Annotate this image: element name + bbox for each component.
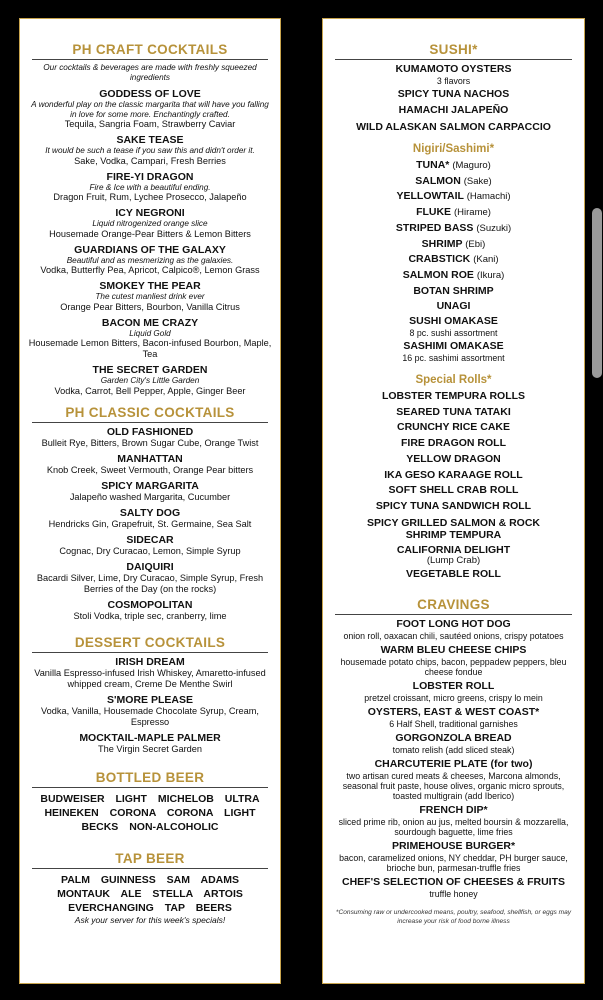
- menu-item: [28, 507, 272, 530]
- menu-item: [28, 732, 272, 755]
- left-menu-panel: [19, 18, 281, 984]
- tap-beer-row: EVERCHANGING TAP BEERS: [68, 901, 232, 914]
- menu-item-japanese-name: (Hirame): [453, 207, 491, 219]
- menu-item: [331, 840, 576, 873]
- classic-cocktails-title: PH CLASSIC COCKTAILS: [65, 404, 235, 420]
- menu-item-name: FLUKE: [416, 206, 452, 219]
- divider: [32, 868, 268, 869]
- classic-cocktail-list: [28, 426, 272, 622]
- menu-item-ingredients: Vodka, Butterfly Pea, Apricot, Calpico®, Lemon Grass: [40, 265, 260, 275]
- divider: [32, 59, 268, 60]
- menu-item-name: S'MORE PLEASE: [107, 693, 193, 706]
- menu-item-ingredients: Bacardi Silver, Lime, Dry Curacao, Simple Syrup, Fresh Berries of the Day (on the rocks): [36, 572, 264, 594]
- menu-item: [28, 656, 272, 690]
- menu-item-name: SUSHI OMAKASE: [409, 315, 498, 328]
- menu-item-name: STRIPED BASS: [395, 221, 474, 234]
- menu-item-name: THE SECRET GARDEN: [92, 364, 208, 376]
- menu-item: [331, 189, 576, 205]
- menu-item: [331, 237, 576, 253]
- raw-food-footnote: *Consuming raw or undercooked means, poultry, seafood, shellfish, or eggs may increase your risk of food borne illness: [335, 909, 572, 925]
- menu-item-name: FRENCH DIP*: [419, 804, 488, 817]
- menu-item: [28, 364, 272, 397]
- nigiri-list: [331, 158, 576, 315]
- menu-item: [28, 207, 272, 240]
- menu-item-name: GODDESS OF LOVE: [99, 88, 201, 100]
- menu-item-ingredients: Vodka, Carrot, Bell Pepper, Apple, Ginger Beer: [54, 385, 246, 396]
- menu-item-name: SALMON ROE: [402, 268, 474, 281]
- menu-item-ingredients: Dragon Fruit, Rum, Lychee Prosecco, Jalapeño: [53, 192, 247, 202]
- menu-item-name: UNAGI: [436, 300, 471, 313]
- craft-cocktails-title: PH CRAFT COCKTAILS: [72, 42, 228, 57]
- bottled-beer-title: BOTTLED BEER: [95, 769, 205, 785]
- menu-item: [28, 317, 272, 361]
- menu-item-name: SPICY TUNA NACHOS: [397, 87, 510, 100]
- menu-item-name: SALTY DOG: [119, 506, 181, 519]
- menu-item-name: ICY NEGRONI: [115, 207, 185, 219]
- menu-item: [331, 205, 576, 221]
- menu-item-desc: Beautiful and as mesmerizing as the galaxies.: [66, 255, 234, 265]
- divider: [32, 652, 268, 653]
- menu-item-desc: The cutest manliest drink ever: [95, 292, 205, 301]
- menu-item-name: MOCKTAIL-MAPLE PALMER: [79, 731, 221, 744]
- menu-item-name: DAIQUIRI: [126, 560, 174, 573]
- right-menu-panel: [322, 18, 585, 984]
- dessert-cocktail-list: [28, 656, 272, 755]
- menu-item-name: SOFT SHELL CRAB ROLL: [388, 484, 519, 497]
- menu-item: [331, 618, 576, 641]
- menu-item: [28, 244, 272, 277]
- menu-item: [28, 134, 272, 167]
- menu-item: [331, 221, 576, 237]
- menu-item-ingredients: Cognac, Dry Curacao, Lemon, Simple Syrup: [59, 545, 241, 556]
- menu-item: [331, 252, 576, 268]
- menu-item-desc: tomato relish (add sliced steak): [392, 745, 515, 756]
- menu-item: [331, 315, 576, 338]
- menu-item-name: SEARED TUNA TATAKI: [396, 405, 511, 418]
- menu-item-name: FOOT LONG HOT DOG: [396, 618, 511, 631]
- menu-item-name: SPICY GRILLED SALMON & ROCK SHRIMP TEMPURA: [366, 516, 541, 541]
- menu-item: [331, 644, 576, 677]
- bottled-beer-row: HEINEKEN CORONA CORONA LIGHT: [44, 806, 256, 819]
- menu-item-name: CRABSTICK: [408, 253, 471, 266]
- menu-item-desc: 16 pc. sashimi assortment: [402, 353, 505, 364]
- sushi-title: SUSHI*: [429, 42, 478, 57]
- menu-item: [331, 104, 576, 117]
- cravings-title: CRAVINGS: [417, 597, 490, 613]
- menu-item: [331, 299, 576, 315]
- menu-item-name: LOBSTER TEMPURA ROLLS: [381, 390, 526, 403]
- tap-beer-row: MONTAUK ALE STELLA ARTOIS: [57, 887, 243, 900]
- omakase-list: [331, 315, 576, 363]
- menu-item: [331, 121, 576, 134]
- menu-item-desc: housemade potato chips, bacon, peppadew peppers, bleu cheese fondue: [340, 657, 567, 678]
- menu-item-ingredients: Jalapeño washed Margarita, Cucumber: [69, 491, 231, 502]
- menu-item-ingredients: Vodka, Vanilla, Housemade Chocolate Syrup, Cream, Espresso: [41, 705, 259, 727]
- menu-item-ingredients: Hendricks Gin, Grapefruit, St. Germaine, Sea Salt: [48, 518, 252, 529]
- menu-item-name: YELLOWTAIL: [396, 190, 464, 203]
- menu-item: [28, 534, 272, 557]
- tap-beer-note: Ask your server for this week's specials!: [74, 914, 226, 925]
- menu-item-ingredients: Stoli Vodka, triple sec, cranberry, lime: [73, 610, 227, 621]
- menu-item-name: WILD ALASKAN SALMON CARPACCIO: [356, 120, 551, 133]
- menu-item-name: SMOKEY THE PEAR: [99, 280, 201, 292]
- menu-item-name: LOBSTER ROLL: [412, 680, 495, 693]
- menu-item-name: FIRE-YI DRAGON: [106, 170, 194, 183]
- menu-item-name: BACON ME CRAZY: [101, 316, 199, 329]
- menu-item-name: SAKE TEASE: [116, 134, 184, 146]
- menu-item: [331, 340, 576, 363]
- menu-item-desc: Fire & Ice with a beautiful ending.: [89, 182, 211, 192]
- menu-item-name: SPICY MARGARITA: [101, 479, 199, 492]
- menu-item-name: TUNA*: [416, 159, 450, 171]
- menu-item: [28, 480, 272, 503]
- menu-item-name: CHEF'S SELECTION OF CHEESES & FRUITS: [341, 876, 566, 889]
- menu-item-ingredients: Knob Creek, Sweet Vermouth, Orange Pear bitters: [46, 464, 254, 475]
- menu-item-name: HAMACHI JALAPEÑO: [398, 104, 509, 116]
- menu-item: [331, 63, 576, 86]
- menu-item: [331, 706, 576, 729]
- menu-item-name: COSMOPOLITAN: [107, 598, 193, 611]
- menu-item-desc: two artisan cured meats & cheeses, Marcona almonds, seasonal fruit paste, house olives, organic micro sprouts, toasted multigrain (add Iberico): [342, 771, 565, 802]
- menu-item-name: SALMON: [415, 174, 461, 187]
- menu-item-japanese-name: (Hamachi): [466, 191, 511, 203]
- menu-item-desc: sliced prime rib, onion au jus, melted boursin & mozzarella, sourdough baguette, lime fries: [338, 817, 569, 838]
- menu-item-japanese-name: (Sake): [463, 175, 492, 187]
- menu-item-japanese-name: (Maguro): [452, 160, 491, 171]
- menu-item: [28, 561, 272, 595]
- menu-item-name: SHRIMP: [421, 237, 463, 250]
- menu-item: [331, 284, 576, 300]
- menu-item-name: SASHIMI OMAKASE: [403, 340, 504, 353]
- menu-item-ingredients: Sake, Vodka, Campari, Fresh Berries: [74, 155, 226, 166]
- menu-item-japanese-name: (Ikura): [476, 269, 505, 281]
- divider: [335, 614, 572, 615]
- menu-item: [28, 280, 272, 313]
- menu-item-name: KUMAMOTO OYSTERS: [395, 63, 512, 75]
- special-rolls-list: [331, 389, 576, 541]
- menu-item-name: FIRE DRAGON ROLL: [401, 437, 506, 450]
- bottled-beer-row: BUDWEISER LIGHT MICHELOB ULTRA: [40, 792, 260, 805]
- menu-item: [331, 804, 576, 837]
- menu-item-name: WARM BLEU CHEESE CHIPS: [380, 644, 527, 657]
- menu-item-name: OYSTERS, EAST & WEST COAST*: [367, 706, 540, 719]
- menu-item-name: IRISH DREAM: [115, 655, 185, 668]
- menu-item-name: SPICY TUNA SANDWICH ROLL: [375, 499, 532, 512]
- menu-item: [331, 88, 576, 101]
- menu-item-ingredients: Vanilla Espresso-infused Irish Whiskey, Amaretto-infused whipped cream, Creme De Menthe Swirl: [34, 667, 266, 689]
- menu-item-name: VEGETABLE ROLL: [406, 567, 501, 580]
- menu-item-desc: Garden City's Little Garden: [100, 376, 200, 385]
- menu-item-japanese-name: (Kani): [473, 254, 499, 266]
- menu-item-desc: bacon, caramelized onions, NY cheddar, PH burger sauce, brioche bun, parmesan-truffle fries: [339, 853, 568, 874]
- menu-item-desc: 8 pc. sushi assortment: [409, 328, 498, 339]
- bottled-beer-row: BECKS NON-ALCOHOLIC: [81, 820, 219, 833]
- menu-item: [331, 268, 576, 284]
- menu-item-desc: truffle honey: [429, 889, 478, 900]
- menu-item-name: CALIFORNIA DELIGHT: [396, 543, 511, 556]
- menu-item-name: YELLOW DRAGON: [406, 452, 501, 465]
- menu-item-name: CRUNCHY RICE CAKE: [397, 421, 510, 434]
- menu-item: [331, 732, 576, 755]
- divider: [335, 59, 572, 60]
- menu-item: [28, 88, 272, 130]
- tap-beer-title: TAP BEER: [115, 850, 185, 866]
- menu-item-desc: It would be such a tease if you saw this and didn't order it.: [45, 146, 255, 155]
- cravings-list: [331, 618, 576, 899]
- sushi-list: [331, 63, 576, 133]
- menu-item: [28, 694, 272, 728]
- menu-item-desc: pretzel croissant, micro greens, crispy lo mein: [364, 693, 543, 704]
- menu-item-name: MANHATTAN: [117, 452, 183, 465]
- menu-item-desc: Liquid Gold: [129, 328, 171, 338]
- menu-item-ingredients: The Virgin Secret Garden: [97, 743, 202, 754]
- menu-item-desc: Liquid nitrogenized orange slice: [92, 219, 208, 228]
- menu-item-ingredients: Housemade Orange-Pear Bitters & Lemon Bitters: [49, 228, 251, 239]
- menu-item-ingredients: Tequila, Sangria Foam, Strawberry Caviar: [64, 119, 236, 129]
- menu-item: [28, 599, 272, 622]
- menu-item-name: BOTAN SHRIMP: [413, 284, 494, 297]
- menu-item-japanese-name: (Ebi): [465, 238, 486, 250]
- menu-item-name: GUARDIANS OF THE GALAXY: [74, 243, 226, 256]
- menu-item-desc: onion roll, oaxacan chili, sautéed onions, crispy potatoes: [343, 631, 564, 642]
- menu-item-ingredients: Housemade Lemon Bitters, Bacon-infused Bourbon, Maple, Tea: [28, 338, 272, 359]
- scrollbar-thumb[interactable]: [592, 208, 602, 378]
- menu-item-japanese-name: (Suzuki): [476, 222, 512, 234]
- menu-item-name: SIDECAR: [126, 533, 174, 546]
- menu-item: [331, 758, 576, 801]
- menu-item: [331, 876, 576, 899]
- menu-item-name: CHARCUTERIE PLATE (for two): [374, 758, 533, 771]
- menu-item-name: GORGONZOLA BREAD: [395, 732, 512, 745]
- divider: [32, 787, 268, 788]
- nigiri-title: Nigiri/Sashimi*: [412, 143, 495, 155]
- menu-item-name: OLD FASHIONED: [106, 425, 194, 438]
- menu-item-ingredients: Orange Pear Bitters, Bourbon, Vanilla Citrus: [60, 301, 240, 312]
- dessert-cocktails-title: DESSERT COCKTAILS: [74, 634, 226, 650]
- special-rolls-title: Special Rolls*: [415, 374, 492, 387]
- menu-item-desc: 3 flavors: [436, 75, 471, 86]
- menu-item: [331, 174, 576, 190]
- menu-item: [28, 171, 272, 204]
- craft-cocktail-list: [28, 88, 272, 397]
- menu-item-desc: 6 Half Shell, traditional garnishes: [389, 719, 518, 730]
- menu-item-name: IKA GESO KARAAGE ROLL: [384, 468, 523, 481]
- menu-item: [331, 158, 576, 174]
- menu-item-name: PRIMEHOUSE BURGER*: [391, 840, 516, 853]
- craft-intro: Our cocktails & beverages are made with freshly squeezed ingredients: [43, 63, 257, 82]
- menu-item: [28, 426, 272, 449]
- menu-item: [331, 680, 576, 703]
- menu-item-desc: A wonderful play on the classic margarita that will have you falling in love for some more. Enchantingly crafted.: [31, 100, 269, 119]
- menu-item-desc: (Lump Crab): [426, 554, 481, 566]
- tap-beer-row: PALM GUINNESS SAM ADAMS: [60, 873, 239, 886]
- divider: [32, 422, 268, 423]
- menu-item: [28, 453, 272, 476]
- menu-item-ingredients: Bulleit Rye, Bitters, Brown Sugar Cube, Orange Twist: [41, 437, 259, 448]
